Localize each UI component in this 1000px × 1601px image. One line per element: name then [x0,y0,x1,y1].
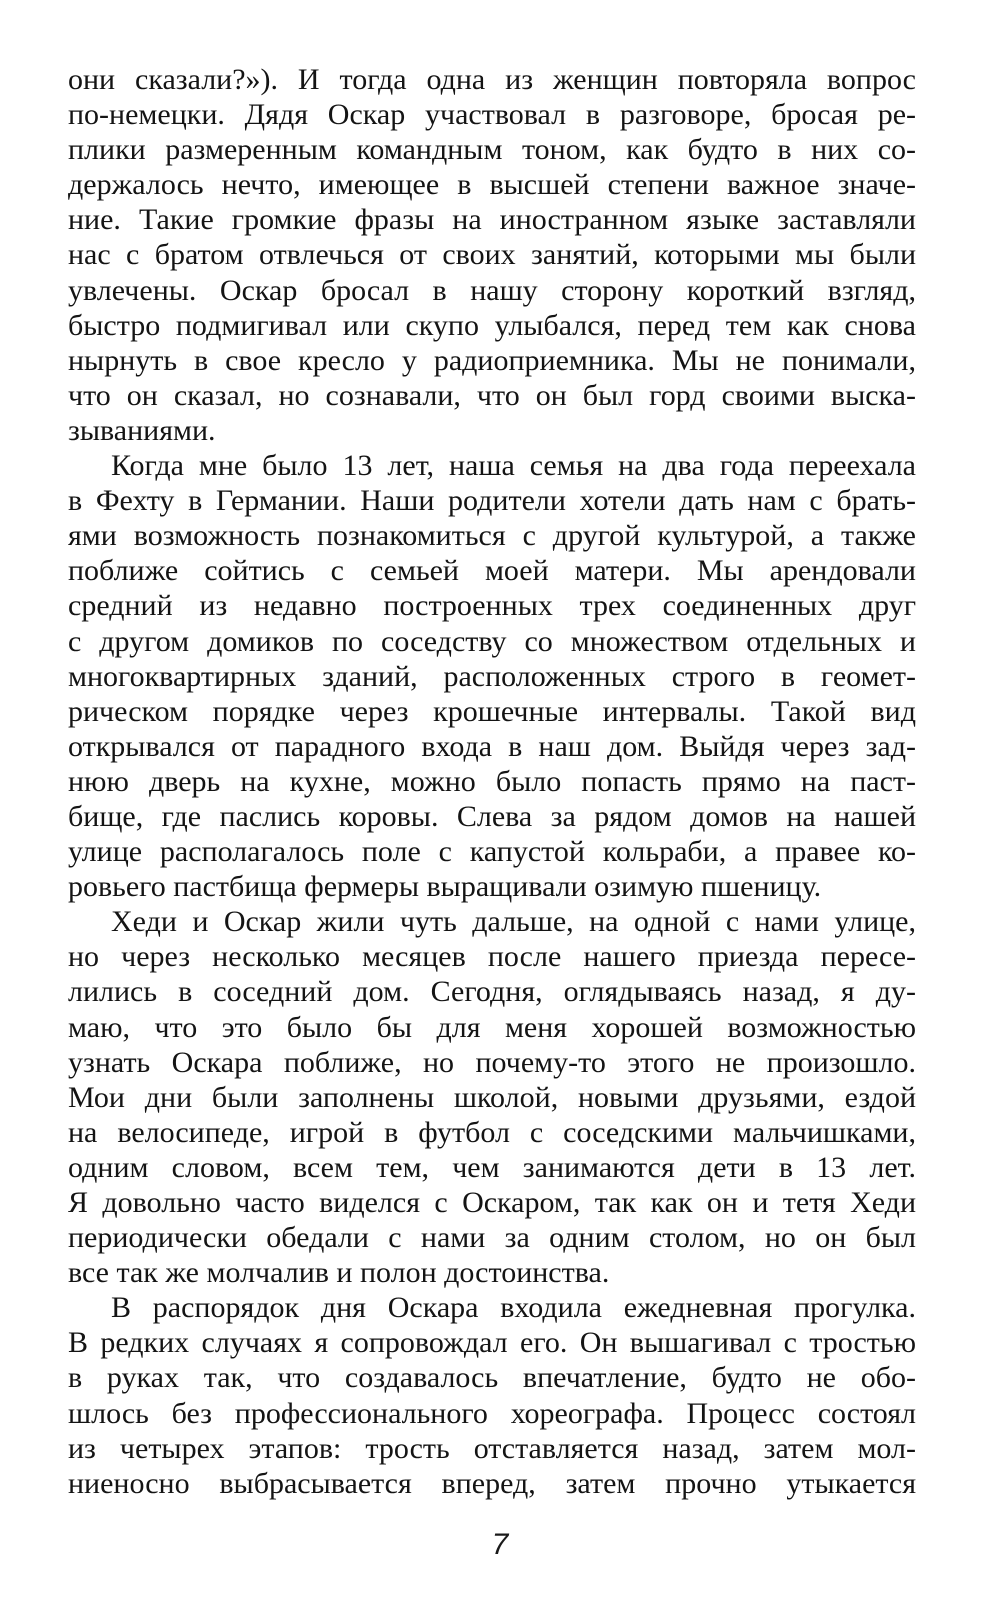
text-line: ниеносно выбрасывается вперед, затем прочно утыкается [68,1466,916,1500]
text-line: держалось нечто, имеющее в высшей степени важное значе- [68,168,916,202]
text-line: Мои дни были заполнены школой, новыми друзьями, ездой [68,1080,916,1114]
text-line: в руках так, что создавалось впечатление, будто не обо- [68,1361,916,1395]
paragraph [68,448,916,904]
text-line: многоквартирных зданий, расположенных строго в геомет- [68,659,916,693]
text-line: нырнуть в свое кресло у радиоприемника. Мы не понимали, [68,343,916,377]
text-line: лились в соседний дом. Сегодня, оглядываясь назад, я ду- [68,975,916,1009]
paragraph [68,1290,916,1501]
text-line: нюю дверь на кухне, можно было попасть прямо на паст- [68,764,916,798]
text-line: ние. Такие громкие фразы на иностранном языке заставляли [68,203,916,237]
text-line: Я довольно часто виделся с Оскаром, так как он и тетя Хеди [68,1186,916,1219]
text-line: поближе сойтись с семьей моей матери. Мы арендовали [68,554,916,588]
text-line: В редких случаях я сопровождал его. Он вышагивал с тростью [68,1326,916,1360]
page-number: 7 [491,1528,509,1561]
text-line: бище, где паслись коровы. Слева за рядом домов на нашей [68,799,916,833]
text-line: из четырех этапов: трость отставляется назад, затем мол- [68,1431,916,1465]
text-line: открывался от парадного входа в наш дом. Выйдя через зад- [68,729,916,763]
text-line: одним словом, всем тем, чем занимаются дети в 13 лет. [68,1150,916,1184]
text-line: нас с братом отвлечься от своих занятий, которыми мы были [68,238,916,272]
text-line: Когда мне было 13 лет, наша семья на два года переехала [111,449,916,483]
text-line: ровьего пастбища фермеры выращивали озимую пшеницу. [68,870,822,904]
text-line: рическом порядке через крошечные интервалы. Такой вид [68,694,916,728]
text-line: с другом домиков по соседству со множеством отдельных и [68,624,916,658]
text-line: увлечены. Оскар бросал в нашу сторону короткий взгляд, [68,273,916,307]
text-line: периодически обедали с нами за одним столом, но он был [68,1221,916,1255]
paragraph [68,62,916,448]
text-line: Хеди и Оскар жили чуть дальше, на одной с нами улице, [111,905,916,939]
text-line: средний из недавно построенных трех соединенных друг [68,589,916,623]
text-line: по-немецки. Дядя Оскар участвовал в разговоре, бросая ре- [68,98,916,132]
text-line: быстро подмигивал или скупо улыбался, перед тем как снова [68,308,916,342]
text-line: но через несколько месяцев после нашего приезда пересе- [68,940,916,974]
text-line: плики размеренным командным тоном, как будто в них со- [68,133,916,167]
text-line: узнать Оскара поближе, но почему-то этого не произошло. [68,1045,916,1079]
text-line: они сказали?»). И тогда одна из женщин повторяла вопрос [68,63,916,96]
text-line: ями возможность познакомиться с другой культурой, а также [68,519,916,553]
text-line: улице располагалось поле с капустой кольраби, а правее ко- [68,835,916,869]
text-line: на велосипеде, игрой в футбол с соседскими мальчишками, [68,1115,916,1149]
paragraph [68,904,916,1290]
text-line: в Фехту в Германии. Наши родители хотели дать нам с брать- [68,484,916,518]
text-line: В распорядок дня Оскара входила ежедневная прогулка. [111,1291,916,1325]
text-line: маю, что это было бы для меня хорошей возможностью [68,1010,916,1044]
text-line: зываниями. [68,413,216,447]
text-line: шлось без профессионального хореографа. Процесс состоял [68,1396,916,1430]
text-line: что он сказал, но сознавали, что он был горд своими выска- [68,378,916,412]
text-line: все так же молчалив и полон достоинства. [68,1256,610,1290]
body-text [68,62,916,1501]
